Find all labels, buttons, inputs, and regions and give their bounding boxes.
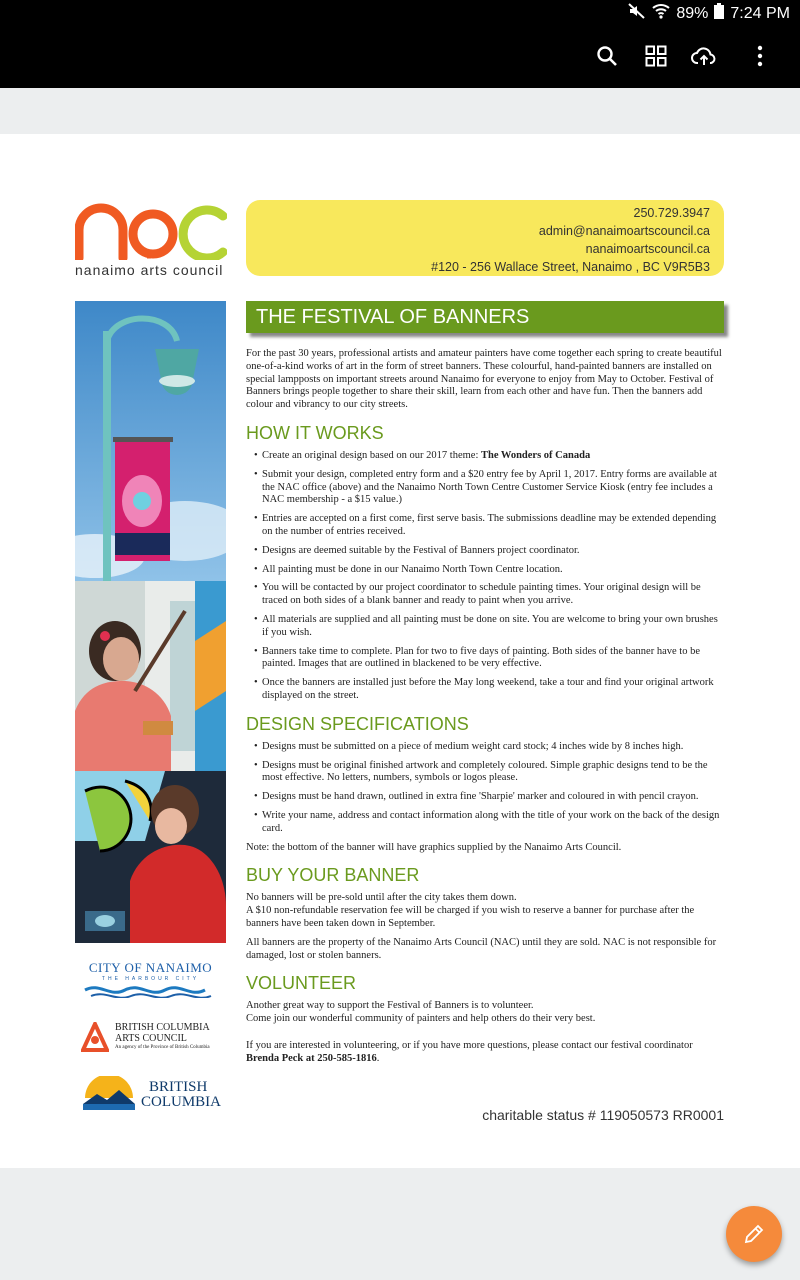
mute-icon: [628, 3, 646, 24]
list-item: • Entries are accepted on a first come, first serve basis. The submissions deadline may be extended depending on the number of entries received.: [254, 513, 724, 539]
british-columbia-logo: BRITISH COLUMBIA: [75, 1074, 226, 1116]
document-body: [246, 348, 724, 1071]
list-item: • Designs are deemed suitable by the Festival of Banners project coordinator.: [254, 545, 724, 558]
painter-photo-2: [75, 771, 226, 943]
org-name: nanaimo arts council: [75, 262, 224, 278]
contact-email[interactable]: admin@nanaimoartscouncil.ca: [538, 224, 710, 238]
search-icon[interactable]: [591, 40, 623, 72]
design-note: Note: the bottom of the banner will have graphics supplied by the Nanaimo Arts Council.: [246, 841, 622, 853]
grid-icon[interactable]: [640, 40, 672, 72]
battery-percent: 89%: [676, 4, 709, 22]
pencil-icon: [743, 1223, 765, 1245]
list-item: • Designs must be submitted on a piece of medium weight card stock; 4 inches wide by 8 inches high.: [254, 741, 724, 754]
volunteer-paragraph-2: Come join our wonderful community of painters and help others do their very best.: [246, 1013, 596, 1025]
charitable-status: charitable status # 119050573 RR0001: [482, 1107, 724, 1123]
volunteer-heading: VOLUNTEER: [246, 973, 357, 994]
buy-your-banner-heading: BUY YOUR BANNER: [246, 865, 420, 886]
contact-address: #120 - 256 Wallace Street, Nanaimo , BC V9R5B3: [431, 260, 710, 274]
more-vert-icon[interactable]: [744, 40, 776, 72]
list-item: • All materials are supplied and all painting must be done on site. You are welcome to bring your own brushes if you wish.: [254, 614, 724, 640]
list-item: • Submit your design, completed entry form and a $20 entry fee by April 1, 2017. Entry forms are available at the NAC office (above) and the Nanaimo North Town Centre Customer Service Kiosk (entry fee includes a NAC membership - a $15 value.): [254, 469, 724, 507]
list-item: • Banners take time to complete. Plan for two to five days of painting. Both sides of the banner have to be painted. Images that are outlined in blackened to be very effective.: [254, 646, 724, 672]
cloud-upload-icon[interactable]: [688, 40, 720, 72]
design-specifications-list: [246, 741, 724, 836]
wifi-icon: [652, 3, 670, 24]
intro-paragraph: For the past 30 years, professional artists and amateur painters have come together each spring to create beautiful one-of-a-kind works of art in the form of street banners. These colourful, hand-painted banners are installed on special lampposts on important streets around Nanaimo for everyone to enjoy from May to October. Festival of Banners brings people together to share their skill, learn from each other and have fun. Then the banners add colour and vibrancy to our city streets.: [246, 348, 722, 411]
how-it-works-heading: HOW IT WORKS: [246, 422, 384, 443]
lamppost-banner-photo: [75, 301, 226, 581]
buy-paragraph-3: All banners are the property of the Nanaimo Arts Council (NAC) until they are sold. NAC is not responsible for damaged, lost or stolen banners.: [246, 936, 717, 961]
list-item: • Designs must be hand drawn, outlined in extra fine 'Sharpie' marker and coloured in with pencil crayon.: [254, 791, 724, 804]
bc-sun-icon: [81, 1076, 137, 1112]
contact-phone[interactable]: 250.729.3947: [633, 206, 710, 220]
edit-button[interactable]: [726, 1206, 782, 1262]
how-it-works-list: [246, 450, 724, 703]
page-title: THE FESTIVAL OF BANNERS: [246, 301, 724, 333]
app-toolbar: [0, 24, 800, 88]
volunteer-paragraph-1: Another great way to support the Festival of Banners is to volunteer.: [246, 1000, 534, 1012]
photo-column: [75, 301, 226, 943]
buy-paragraph-2: A $10 non-refundable reservation fee will be charged if you wish to reserve a banner for purchase after the banners have been taken down in September.: [246, 905, 695, 929]
list-item: • Create an original design based on our 2017 theme: The Wonders of Canada: [254, 450, 724, 463]
list-item: • Once the banners are installed just before the May long weekend, take a tour and find your original artwork displayed on the street.: [254, 677, 724, 703]
painter-photo-1: [75, 581, 226, 771]
document-page: [0, 134, 800, 1168]
list-item: • Write your name, address and contact information along with the title of your work on the back of the design card.: [254, 810, 724, 836]
buy-paragraph-1: No banners will be pre-sold until after the city takes them down.: [246, 892, 517, 904]
bc-arts-council-logo: BRITISH COLUMBIA ARTS COUNCIL An agency of the Province of British Columbia: [75, 1020, 226, 1054]
city-of-nanaimo-logo: CITY OF NANAIMO THE HARBOUR CITY: [75, 960, 226, 996]
wave-icon: [81, 982, 221, 998]
coordinator-contact: Brenda Peck at 250-585-1816: [246, 1052, 377, 1064]
battery-icon: [714, 3, 724, 24]
theme-name: The Wonders of Canada: [480, 449, 591, 461]
design-specifications-heading: DESIGN SPECIFICATIONS: [246, 713, 469, 734]
list-item: • All painting must be done in our Nanaimo North Town Centre location.: [254, 564, 724, 577]
contact-box: [246, 200, 724, 276]
list-item: • You will be contacted by our project coordinator to schedule painting times. Your original design will be traced on both sides of a blank banner and ready to paint when you arrive.: [254, 582, 724, 608]
status-bar: [0, 0, 800, 24]
arts-council-emblem-icon: [81, 1022, 109, 1052]
volunteer-contact-paragraph: If you are interested in volunteering, or if you have more questions, please contact our festival coordinator Brenda Peck at 250-585-1816.: [246, 1039, 693, 1064]
contact-web[interactable]: nanaimoartscouncil.ca: [585, 242, 710, 256]
list-item: • Designs must be original finished artwork and completely coloured. Simple graphic designs tend to be the most effective. No letters, numbers, symbols or logos please.: [254, 760, 724, 786]
clock: 7:24 PM: [730, 4, 790, 22]
